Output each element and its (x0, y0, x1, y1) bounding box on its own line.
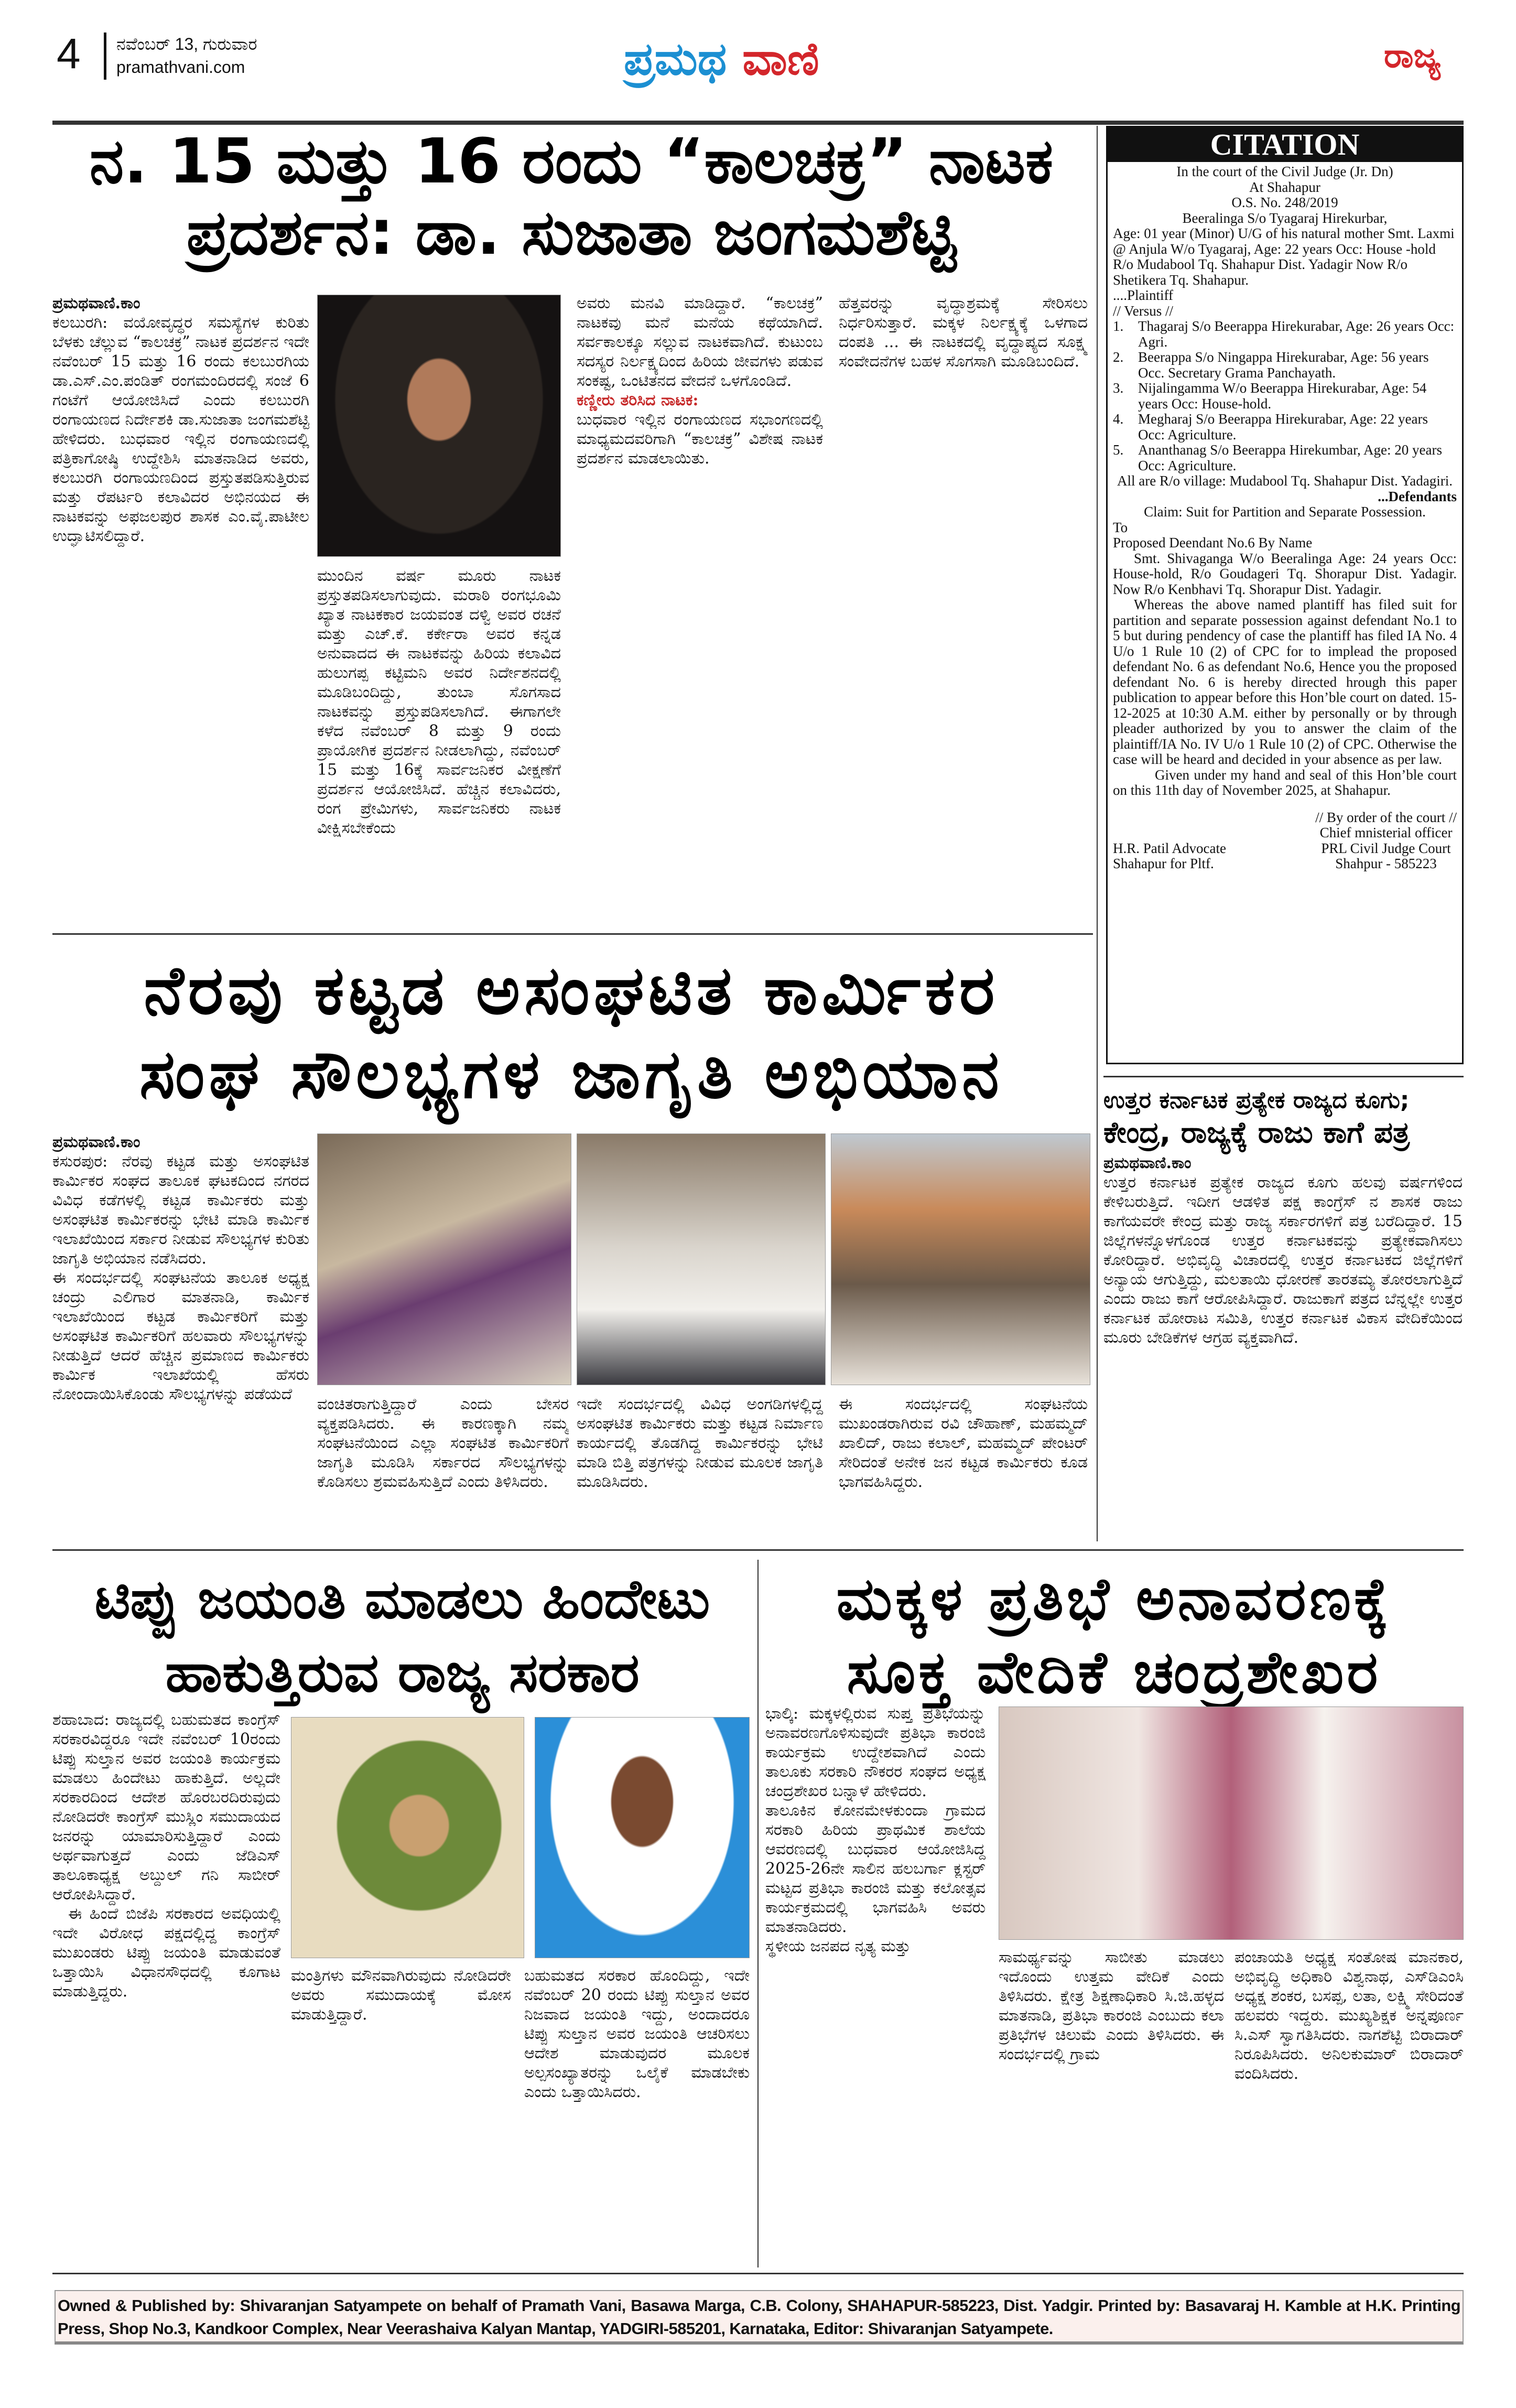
section-label: ರಾಜ್ಯ (1384, 37, 1441, 75)
article-text: ಇದೇ ಸಂದರ್ಭದಲ್ಲಿ ವಿವಿಧ ಅಂಗಡಿಗಳಲ್ಲಿದ್ದ ಅಸಂಘಟಿತ ಕಾರ್ಮಿಕರು ಮತ್ತು ಕಟ್ಟಡ ನಿರ್ಮಾಣ ಕಾರ್ಯದಲ್ಲಿ ತೊಡಗಿದ್ದ ಕಾರ್ಮಿಕರನ್ನು ಭೇಟಿ ಮಾಡಿ ಬಿತ್ತಿ ಪತ್ರಗಳನ್ನು ನೀಡುವ ಮೂಲಕ ಜಾಗೃತಿ ಮೂಡಿಸಿದರು. (577, 1395, 823, 1491)
subheading: ಕಣ್ಣೀರು ತರಿಸಿದ ನಾಟಕ: (577, 391, 699, 409)
article5-headline (765, 1562, 1463, 1709)
article2-photo-3 (831, 1133, 1090, 1385)
article5-col2 (999, 1948, 1224, 2265)
article1-col3 (577, 294, 823, 923)
headline-line: ಸಂಘ ಸೌಲಭ್ಯಗಳ ಜಾಗೃತಿ ಅಭಿಯಾನ (139, 1035, 1004, 1114)
article-text: ಬುಧವಾರ ಇಲ್ಲಿನ ರಂಗಾಯಣದ ಸಭಾಂಗಣದಲ್ಲಿ ಮಾಧ್ಯಮದವರಿಗಾಗಿ “ಕಾಲಚಕ್ರ” ವಿಶೇಷ ನಾಟಕ ಪ್ರದರ್ಶನ ಮಾಡಲಾಯಿತು. (577, 411, 823, 468)
headline-line: ನ. 15 ಮತ್ತು 16 ರಂದು “ಕಾಲಚಕ್ರ” ನಾಟಕ (89, 125, 1054, 197)
article-text: ವಂಚಿತರಾಗುತ್ತಿದ್ದಾರೆ ಎಂದು ಬೇಸರ ವ್ಯಕ್ತಪಡಿಸಿದರು. ಈ ಕಾರಣಕ್ಕಾಗಿ ನಮ್ಮ ಸಂಘಟನೆಯಿಂದ ಎಲ್ಲಾ ಸಂಘಟಿತ ಕಾರ್ಮಿಕರಿಗೆ ಜಾಗೃತಿ ಮೂಡಿಸಿ ಸರ್ಕಾರದ ಸೌಲಭ್ಯಗಳನ್ನು ಕೊಡಿಸಲು ಶ್ರಮವಹಿಸುತ್ತಿದೆ ಎಂದು ತಿಳಿಸಿದರು. (317, 1395, 569, 1491)
article-text: ಮಂತ್ರಿಗಳು ಮೌನವಾಗಿರುವುದು ನೋಡಿದರೇ ಅವರು ಸಮುದಾಯಕ್ಕೆ ಮೋಸ ಮಾಡುತ್ತಿದ್ದಾರೆ. (291, 1967, 511, 2024)
issue-date: ನವೆಂಬರ್ 13, ಗುರುವಾರ (116, 35, 257, 53)
item-number: 4. (1113, 411, 1124, 427)
item-number: 3. (1113, 380, 1124, 396)
masthead-date (116, 33, 257, 79)
article-text: ಉತ್ತರ ಕರ್ನಾಟಕ ಪ್ರತ್ಯೇಕ ರಾಜ್ಯದ ಕೂಗು ಹಲವು ವರ್ಷಗಳಿಂದ ಕೇಳಿಬರುತ್ತಿದೆ. ಇದೀಗ ಆಡಳಿತ ಪಕ್ಷ ಕಾಂಗ್ರೆಸ್ ನ ಶಾಸಕ ರಾಜು ಕಾಗೆಯವರೇ ಕೇಂದ್ರ ಮತ್ತು ರಾಜ್ಯ ಸರ್ಕಾರಗಳಿಗೆ ಪತ್ರ ಬರೆದಿದ್ದಾರೆ. 15 ಜಿಲ್ಲೆಗಳನ್ನೊಳಗೊಂಡ ಉತ್ತರ ಕರ್ನಾಟಕವನ್ನು ಪ್ರತ್ಯೇಕವಾಗಿಸಲು ಕೋರಿದ್ದಾರೆ. ಅಭಿವೃದ್ಧಿ ವಿಚಾರದಲ್ಲಿ ಉತ್ತರ ಕರ್ನಾಟಕದ ಜಿಲ್ಲೆಗಳಿಗೆ ಅನ್ಯಾಯ ಆಗುತ್ತಿದ್ದು, ಮಲತಾಯಿ ಧೋರಣೆ ತಾರತಮ್ಯ ತೋರಲಾಗುತ್ತಿದೆ ಎಂದು ರಾಜು ಕಾಗೆ ಆರೋಪಿಸಿದ್ದಾರೆ. ರಾಜುಕಾಗೆ ಪತ್ರದ ಬೆನ್ನಲ್ಲೇ ಉತ್ತರ ಕರ್ನಾಟಕ ಹೋರಾಟ ಸಮಿತಿ, ಉತ್ತರ ಕರ್ನಾಟಕ ವಿಕಾಸ ವೇದಿಕೆಯಿಂದ ಮೂರು ಬೇಡಿಕೆಗಳ ಆಗ್ರಹ ವ್ಯಕ್ತವಾಗಿದೆ. (1103, 1173, 1463, 1347)
headline-line: ಉತ್ತರ ಕರ್ನಾಟಕ ಪ್ರತ್ಯೇಕ ರಾಜ್ಯದ ಕೂಗು; (1103, 1087, 1410, 1114)
court-name: In the court of the Civil Judge (Jr. Dn) (1176, 164, 1393, 179)
defendant-item (1113, 319, 1457, 350)
item-text: Megharaj S/o Beerappa Hirekurabar, Age: 22 years Occ: Agriculture. (1138, 411, 1428, 442)
article-text: ಈ ಸಂದರ್ಭದಲ್ಲಿ ಸಂಘಟನೆಯ ಮುಖಂಡರಾಗಿರುವ ರವಿ ಚೌಹಾಣ್, ಮಹಮ್ಮದ್ ಖಾಲಿದ್, ರಾಜು ಕಲಾಲ್, ಮಹಮ್ಮದ್ ಪೇಂಟರ್ ಸೇರಿದಂತೆ ಅನೇಕ ಜನ ಕಟ್ಟಡ ಕಾರ್ಮಿಕರು ಕೂಡ ಭಾಗವಹಿಸಿದ್ದರು. (839, 1395, 1088, 1491)
article4-col3 (524, 1966, 750, 2265)
article-text: ಬಹುಮತದ ಸರಕಾರ ಹೊಂದಿದ್ದು, ಇದೇ ನವೆಂಬರ್ 20 ರಂದು ಟಿಪ್ಪು ಸುಲ್ತಾನ ಅವರ ನಿಜವಾದ ಜಯಂತಿ ಇದ್ದು, ಅಂದಾದರೂ ಟಿಪ್ಪು ಸುಲ್ತಾನ ಅವರ ಜಯಂತಿ ಆಚರಿಸಲು ಆದೇಶ ಮಾಡುವುದರ ಮೂಲಕ ಅಲ್ಪಸಂಖ್ಯಾತರನ್ನು ಒಲೈಕೆ ಮಾಡಬೇಕು ಎಂದು ಒತ್ತಾಯಿಸಿದರು. (524, 1967, 750, 2101)
print-line-footer: Owned & Published by: Shivaranjan Satyampete on behalf of Pramath Vani, Basawa Marga, C.B. Colony, SHAHAPUR-585223, Dist. Yadgir. Printed by: Basavaraj H. Kamble at H.K. Printing Press, Shop No.3, Kandkoor Complex, Near Veerashaiva Kalyan Mantap, YADGIRI-585201, Karnataka, Editor: Shivaranjan Satyampete. (55, 2290, 1464, 2345)
article-text: ಪಂಚಾಯತಿ ಅಧ್ಯಕ್ಷ ಸಂತೋಷ ಮಾನಕಾರ, ಅಭಿವೃದ್ಧಿ ಅಧಿಕಾರಿ ವಿಶ್ವನಾಥ, ಎಸ್‌ಡಿಎಂಸಿ ಅಧ್ಯಕ್ಷ ಶಂಕರ, ಬಸಪ್ಪ, ಲತಾ, ಲಕ್ಷ್ಮಿ ಸೇರಿದಂತೆ ಹಲವರು ಇದ್ದರು. ಮುಖ್ಯಶಿಕ್ಷಕ ಅನ್ನಪೂರ್ಣ ಸಿ.ಎಸ್ ಸ್ವಾಗತಿಸಿದರು. ನಾಗಶೆಟ್ಟಿ ಬಿರಾದಾರ್ ನಿರೂಪಿಸಿದರು. ಅನಿಲಕುಮಾರ್ ಬಿರಾದಾರ್ ವಂದಿಸಿದರು. (1235, 1948, 1464, 2083)
article2-col1 (52, 1132, 309, 1541)
article4-col1 (52, 1710, 280, 2266)
article4-headline (52, 1562, 752, 1709)
column-divider (1097, 126, 1098, 1541)
advocate-place: Shahapur for Pltf. (1113, 856, 1214, 871)
headline-line: ಟಿಪ್ಪು ಜಯಂತಿ ಮಾಡಲು ಹಿಂದೇಟು (94, 1567, 710, 1631)
article-text: ಭಾಲ್ಕಿ: ಮಕ್ಕಳಲ್ಲಿರುವ ಸುಪ್ತ ಪ್ರತಿಭೆಯನ್ನು ಅನಾವರಣಗೊಳಿಸುವುದೇ ಪ್ರತಿಭಾ ಕಾರಂಜಿ ಕಾರ್ಯಕ್ರಮ ಉದ್ದೇಶವಾಗಿದೆ ಎಂದು ತಾಲೂಕು ಸರಕಾರಿ ನೌಕರರ ಸಂಘದ ಅಧ್ಯಕ್ಷ ಚಂದ್ರಶೇಖರ ಬನ್ನಾಳೆ ಹೇಳಿದರು. (765, 1704, 986, 1800)
article-text: ಸ್ಥಳೀಯ ಜನಪದ ನೃತ್ಯ ಮತ್ತು (765, 1937, 911, 1956)
divider (1103, 1076, 1464, 1077)
defendants-residence: All are R/o village: Mudabool Tq. Shahapur Dist. Yadagiri. (1117, 473, 1453, 489)
article1-headline (52, 126, 1090, 268)
defendant-list (1113, 319, 1457, 473)
divider (52, 1549, 1464, 1551)
article2-col4 (839, 1395, 1088, 1541)
byline: ಪ್ರಮಥವಾಣಿ.ಕಾಂ (52, 1133, 140, 1151)
item-text: Thagaraj S/o Beerappa Hirekurabar, Age: 26 years Occ: Agri. (1138, 318, 1455, 350)
order-line: Chief mnisterial officer (1319, 825, 1453, 840)
citation-title: CITATION (1108, 127, 1462, 162)
case-number: O.S. No. 248/2019 (1231, 195, 1338, 210)
article-text: ಅವರು ಮನವಿ ಮಾಡಿದ್ದಾರೆ. “ಕಾಲಚಕ್ರ” ನಾಟಕವು ಮನೆ ಮನೆಯ ಕಥೆಯಾಗಿದೆ. ಸರ್ವಕಾಲಕ್ಕೂ ಸಲ್ಲುವ ನಾಟಕವಾಗಿದೆ. ಕುಟುಂಬ ಸದಸ್ಯರ ನಿರ್ಲಕ್ಷ್ಯದಿಂದ ಹಿರಿಯ ಜೀವಗಳು ಪಡುವ ಸಂಕಷ್ಟ, ಒಂಟಿತನದ ವೇದನೆ ಒಳಗೊಂಡಿದೆ. (577, 294, 823, 390)
article2-col3 (577, 1395, 823, 1541)
plaintiff-details: Age: 01 year (Minor) U/G of his natural mother Smt. Laxmi @ Anjula W/o Tyagaraj, Age: 22 years Occ: House -hold R/o Mudabool Tq. Shahapur Dist. Yadagir Now R/o Shetikera Tq. Shahapur. (1113, 225, 1455, 288)
headline-line: ಹಾಕುತ್ತಿರುವ ರಾಜ್ಯ ಸರಕಾರ (165, 1640, 640, 1704)
divider (52, 933, 1093, 935)
item-text: Beerappa S/o Ningappa Hirekurabar, Age: 56 years Occ. Secretary Grama Panchayath. (1138, 349, 1429, 381)
logo-part2: ವಾಣಿ (742, 33, 819, 85)
article5-col3 (1235, 1948, 1464, 2265)
article2-headline (52, 949, 1090, 1117)
headline-line: ಪ್ರದರ್ಶನ: ಡಾ. ಸುಜಾತಾ ಜಂಗಮಶೆಟ್ಟಿ (186, 196, 957, 268)
plaintiff-label: ....Plaintiff (1113, 287, 1174, 303)
article2-photo-1 (317, 1133, 571, 1385)
article3-body (1103, 1153, 1463, 1541)
proposed-defendant: Proposed Deendant No.6 By Name (1113, 535, 1313, 550)
article-text: ಕಲಬುರಗಿ: ವಯೋವೃದ್ಧರ ಸಮಸ್ಯೆಗಳ ಕುರಿತು ಬೆಳಕು ಚೆಲ್ಲುವ “ಕಾಲಚಕ್ರ” ನಾಟಕ ಪ್ರದರ್ಶನ ಇದೇ ನವೆಂಬರ್ 15 ಮತ್ತು 16 ರಂದು ಕಲಬುರಗಿಯ ಡಾ.ಎಸ್.ಎಂ.ಪಂಡಿತ್ ರಂಗಮಂದಿರದಲ್ಲಿ ಸಂಜೆ 6 ಗಂಟೆಗೆ ಆಯೋಜಿಸಿದೆ ಎಂದು ಕಲಬುರಗಿ ರಂಗಾಯಣದ ನಿರ್ದೇಶಕಿ ಡಾ.ಸುಜಾತಾ ಜಂಗಮಶೆಟ್ಟಿ ಹೇಳಿದರು. ಬುಧವಾರ ಇಲ್ಲಿನ ರಂಗಾಯಣದಲ್ಲಿ ಪತ್ರಿಕಾಗೋಷ್ಠಿ ಉದ್ದೇಶಿಸಿ ಮಾತನಾಡಿದ ಅವರು, ಕಲಬುರಗಿ ರಂಗಾಯಣದಿಂದ ಪ್ರಸ್ತುತಪಡಿಸುತ್ತಿರುವ ಮತ್ತು ರೆಪರ್ಟರಿ ಕಲಾವಿದರ ಅಭಿನಯದ ಈ ನಾಟಕವನ್ನು ಅಫಜಲಪುರ ಶಾಸಕ ಎಂ.ವೈ.ಪಾಟೀಲ ಉದ್ಘಾಟಿಸಲಿದ್ದಾರೆ. (52, 314, 309, 545)
article-text: ಈ ಸಂದರ್ಭದಲ್ಲಿ ಸಂಘಟನೆಯ ತಾಲೂಕ ಅಧ್ಯಕ್ಷ ಚಂದ್ರು ಎಲಿಗಾರ ಮಾತನಾಡಿ, ಕಾರ್ಮಿಕ ಇಲಾಖೆಯಿಂದ ಕಟ್ಟಡ ಕಾರ್ಮಿಕರಿಗೆ ಮತ್ತು ಅಸಂಘಟಿತ ಕಾರ್ಮಿಕರಿಗೆ ಹಲವಾರು ಸೌಲಭ್ಯಗಳನ್ನು ನೀಡುತ್ತಿದೆ ಆದರೆ ಹೆಚ್ಚಿನ ಪ್ರಮಾಣದ ಕಾರ್ಮಿಕರು ಕಾರ್ಮಿಕ ಇಲಾಖೆಯಲ್ಲಿ ಹೆಸರು ನೋಂದಾಯಿಸಿಕೊಂಡು ಸೌಲಭ್ಯಗಳನ್ನು ಪಡೆಯದೆ (52, 1269, 309, 1403)
website-link[interactable]: pramathvani.com (116, 58, 245, 77)
article5-col1 (765, 1704, 986, 2265)
person-photo (535, 1717, 750, 1958)
byline: ಪ್ರಮಥವಾಣಿ.ಕಾಂ (52, 294, 140, 312)
defendant-item (1113, 412, 1457, 442)
item-number: 5. (1113, 442, 1124, 458)
article-text: ಈ ಹಿಂದೆ ಬಿಜೆಪಿ ಸರಕಾರದ ಅವಧಿಯಲ್ಲಿ ಇದೇ ವಿರೋಧ ಪಕ್ಷದಲ್ಲಿದ್ದ ಕಾಂಗ್ರೆಸ್ ಮುಖಂಡರು ಟಿಪ್ಪು ಜಯಂತಿ ಮಾಡುವಂತೆ ಒತ್ತಾಯಿಸಿ ವಿಧಾನಸೌಧದಲ್ಲಿ ಕೂಗಾಟ ಮಾಡುತ್ತಿದ್ದರು. (52, 1905, 280, 2001)
article2-col2 (317, 1395, 569, 1541)
page-number: 4 (57, 30, 81, 78)
article-text: ಹೆತ್ತವರನ್ನು ವೃದ್ಧಾಶ್ರಮಕ್ಕೆ ಸೇರಿಸಲು ನಿರ್ಧರಿಸುತ್ತಾರೆ. ಮಕ್ಕಳ ನಿರ್ಲಕ್ಷ್ಯಕ್ಕೆ ಒಳಗಾದ ದಂಪತಿ ... ಈ ನಾಟಕದಲ್ಲಿ ವೃದ್ಧಾಪ್ಯದ ಸೂಕ್ಷ್ಮ ಸಂವೇದನೆಗಳ ಬಹಳ ಸೊಗಸಾಗಿ ಮೂಡಿಬಂದಿದೆ. (839, 294, 1088, 371)
article1-photo (317, 295, 561, 557)
article2-photo-2 (577, 1133, 826, 1385)
defendant-item (1113, 381, 1457, 412)
proposed-details: Smt. Shivaganga W/o Beeralinga Age: 24 years Occ: House-hold, R/o Goudageri Tq. Shorapur Dist. Yadagir. Now R/o Kenbhavi Tq. Shorapur Dist. Yadagir. (1113, 550, 1457, 597)
article-text: ಮುಂದಿನ ವರ್ಷ ಮೂರು ನಾಟಕ ಪ್ರಸ್ತುತಪಡಿಸಲಾಗುವುದು. ಮರಾಠಿ ರಂಗಭೂಮಿ ಖ್ಯಾತ ನಾಟಕಕಾರ ಜಯವಂತ ದಳ್ವಿ ಅವರ ರಚನೆ ಮತ್ತು ಎಚ್.ಕೆ. ಕರ್ಕೇರಾ ಅವರ ಕನ್ನಡ ಅನುವಾದದ ಈ ನಾಟಕವನ್ನು ಹಿರಿಯ ಕಲಾವಿದ ಹುಲುಗಪ್ಪ ಕಟ್ಟಿಮನಿ ಅವರ ನಿರ್ದೇಶನದಲ್ಲಿ ಮೂಡಿಬಂದಿದ್ದು, ತುಂಬಾ ಸೊಗಸಾದ ನಾಟಕವನ್ನು ಪ್ರಸ್ತುಪಡಿಸಲಾಗಿದೆ. ಈಗಾಗಲೇ ಕಳೆದ ನವೆಂಬರ್ 8 ಮತ್ತು 9 ರಂದು ಪ್ರಾಯೋಗಿಕ ಪ್ರದರ್ಶನ ನೀಡಲಾಗಿದ್ದು, ನವೆಂಬರ್ 15 ಮತ್ತು 16ಕ್ಕೆ ಸಾರ್ವಜನಿಕರ ವೀಕ್ಷಣೆಗೆ ಪ್ರದರ್ಶನ ಆಯೋಜಿಸಿದೆ. ಹೆಚ್ಚಿನ ಕಲಾವಿದರು, ರಂಗ ಪ್ರೇಮಿಗಳು, ಸಾರ್ವಜನಿಕರು ನಾಟಕ ವೀಕ್ಷಿಸಬೇಕೆಂದು (317, 567, 561, 837)
order-line: Shahpur - 585223 (1335, 856, 1437, 871)
court-place: At Shahapur (1249, 179, 1320, 195)
article1-col4 (839, 294, 1088, 923)
to-label: To (1113, 519, 1128, 535)
article3-headline (1103, 1084, 1464, 1149)
article-text: ಕಸುರಪುರ: ನೆರವು ಕಟ್ಟಡ ಮತ್ತು ಅಸಂಘಟಿತ ಕಾರ್ಮಿಕರ ಸಂಘದ ತಾಲೂಕ ಘಟಕದಿಂದ ನಗರದ ವಿವಿಧ ಕಡೆಗಳಲ್ಲಿ ಕಟ್ಟಡ ಕಾರ್ಮಿಕರು ಮತ್ತು ಅಸಂಘಟಿತ ಕಾರ್ಮಿಕರನ್ನು ಭೇಟಿ ಮಾಡಿ ಕಾರ್ಮಿಕ ಇಲಾಖೆಯಿಂದ ಸರ್ಕಾರ ನೀಡುವ ಸೌಲಭ್ಯಗಳ ಕುರಿತು ಜಾಗೃತಿ ಅಭಿಯಾನ ನಡೆಸಿದರು. (52, 1152, 309, 1268)
item-text: Nijalingamma W/o Beerappa Hirekurabar, Age: 54 years Occ: House-hold. (1138, 380, 1427, 412)
tipu-sultan-portrait (291, 1717, 524, 1958)
given-text: Given under my hand and seal of this Hon’ble court on this 11th day of November 2025, at Shahapur. (1113, 766, 1457, 798)
defendant-item (1113, 442, 1457, 473)
article1-col2 (317, 566, 561, 923)
article4-col2 (291, 1966, 511, 2265)
header-rule (52, 121, 1464, 125)
plaintiff-name: Beeralinga S/o Tyagaraj Hirekurbar, (1182, 210, 1388, 226)
versus: // Versus // (1113, 303, 1174, 319)
citation-notice (1106, 126, 1464, 1064)
court-order (1315, 810, 1457, 872)
signatures (1113, 810, 1457, 872)
defendants-label: ...Defendants (1378, 488, 1457, 504)
advocate (1113, 841, 1226, 872)
headline-line: ಮಕ್ಕಳ ಪ್ರತಿಭೆ ಅನಾವರಣಕ್ಕೆ (836, 1565, 1392, 1633)
column-divider (757, 1560, 759, 2267)
event-photo (999, 1707, 1464, 1940)
article-text: ಶಹಾಬಾದ: ರಾಜ್ಯದಲ್ಲಿ ಬಹುಮತದ ಕಾಂಗ್ರೆಸ್ ಸರಕಾರವಿದ್ದರೂ ಇದೇ ನವೆಂಬರ್ 10ರಂದು ಟಿಪ್ಪು ಸುಲ್ತಾನ ಅವರ ಜಯಂತಿ ಕಾರ್ಯಕ್ರಮ ಮಾಡಲು ಹಿಂದೇಟು ಹಾಕುತ್ತಿದೆ. ಅಲ್ಲದೇ ಸರಕಾರದಿಂದ ಆದೇಶ ಹೊರಬರದಿರುವುದು ನೋಡಿದರೇ ಕಾಂಗ್ರೆಸ್ ಮುಸ್ಲಿಂ ಸಮುದಾಯದ ಜನರನ್ನು ಯಾಮಾರಿಸುತ್ತಿದ್ದಾರೆ ಎಂದು ಅರ್ಥವಾಗುತ್ತದೆ ಎಂದು ಜೆಡಿಎಸ್ ತಾಲೂಕಾಧ್ಯಕ್ಷ ಅಬ್ದುಲ್ ಗನಿ ಸಾಬೀರ್ ಆರೋಪಿಸಿದ್ದಾರೆ. (52, 1711, 280, 1904)
article-text: ಸಾಮರ್ಥ್ಯವನ್ನು ಸಾಬೀತು ಮಾಡಲು ಇದೊಂದು ಉತ್ತಮ ವೇದಿಕೆ ಎಂದು ತಿಳಿಸಿದರು. ಕ್ಷೇತ್ರ ಶಿಕ್ಷಣಾಧಿಕಾರಿ ಸಿ.ಜಿ.ಹಳ್ಳದ ಮಾತನಾಡಿ, ಪ್ರತಿಭಾ ಕಾರಂಜಿ ಎಂಬುದು ಕಲಾ ಪ್ರತಿಭೆಗಳ ಚಿಲುಮೆ ಎಂದು ತಿಳಿಸಿದರು. ಈ ಸಂದರ್ಭದಲ್ಲಿ ಗ್ರಾಮ (999, 1948, 1224, 2064)
item-text: Ananthanag S/o Beerappa Hirekumbar, Age: 20 years Occ: Agriculture. (1138, 442, 1442, 473)
item-number: 1. (1113, 318, 1124, 334)
whereas-text: Whereas the above named plantiff has filed suit for partition and separate possession against defendant No.1 to 5 but during pendency of case the plantiff has filed IA No. 4 U/o 1 Rule 10 (2) of CPC for to implead the proposed defendant No. 6 as defendant No.6, Hence you the proposed defendant No. 6 is hereby directed hrough this paper publication to appear before this Hon’ble court on dated. 15-12-2025 at 10:30 A.M. either by personally or by through pleader authorized by you to answer the claim of the plaintiff/IA No. IV U/o 1 Rule 10 (2) of CPC. Otherwise the case will be heard and decided in your absence as per law. (1113, 597, 1457, 767)
headline-line: ಕೇಂದ್ರ, ರಾಜ್ಯಕ್ಕೆ ರಾಜು ಕಾಗೆ ಪತ್ರ (1103, 1116, 1410, 1150)
article1-col1 (52, 294, 309, 923)
newspaper-logo (624, 30, 819, 88)
divider (104, 33, 106, 80)
logo-part1: ಪ್ರಮಥ (624, 33, 727, 85)
advocate-name: H.R. Patil Advocate (1113, 840, 1226, 856)
article-text: ತಾಲೂಕಿನ ಕೋನಮೇಳಕುಂದಾ ಗ್ರಾಮದ ಸರಕಾರಿ ಹಿರಿಯ ಪ್ರಾಥಮಿಕ ಶಾಲೆಯ ಆವರಣದಲ್ಲಿ ಬುಧವಾರ ಆಯೋಜಿಸಿದ್ದ 2025-26ನೇ ಸಾಲಿನ ಹಲಬರ್ಗಾ ಕ್ಲಸ್ಟರ್ ಮಟ್ಟದ ಪ್ರತಿಭಾ ಕಾರಂಜಿ ಮತ್ತು ಕಲೋತ್ಸವ ಕಾರ್ಯಕ್ರಮದಲ್ಲಿ ಭಾಗವಹಿಸಿ ಅವರು ಮಾತನಾಡಿದರು. (765, 1801, 986, 1936)
defendant-item (1113, 350, 1457, 381)
claim: Claim: Suit for Partition and Separate Possession. (1144, 504, 1426, 520)
order-line: // By order of the court // (1315, 809, 1457, 825)
headline-line: ನೆರವು ಕಟ್ಟಡ ಅಸಂಘಟಿತ ಕಾರ್ಮಿಕರ (144, 952, 999, 1030)
item-number: 2. (1113, 349, 1124, 365)
divider (52, 2273, 1464, 2274)
headline-line: ಸೂಕ್ತ ವೇದಿಕೆ ಚಂದ್ರಶೇಖರ (847, 1638, 1381, 1707)
byline: ಪ್ರಮಥವಾಣಿ.ಕಾಂ (1103, 1154, 1192, 1172)
order-line: PRL Civil Judge Court (1321, 840, 1451, 856)
